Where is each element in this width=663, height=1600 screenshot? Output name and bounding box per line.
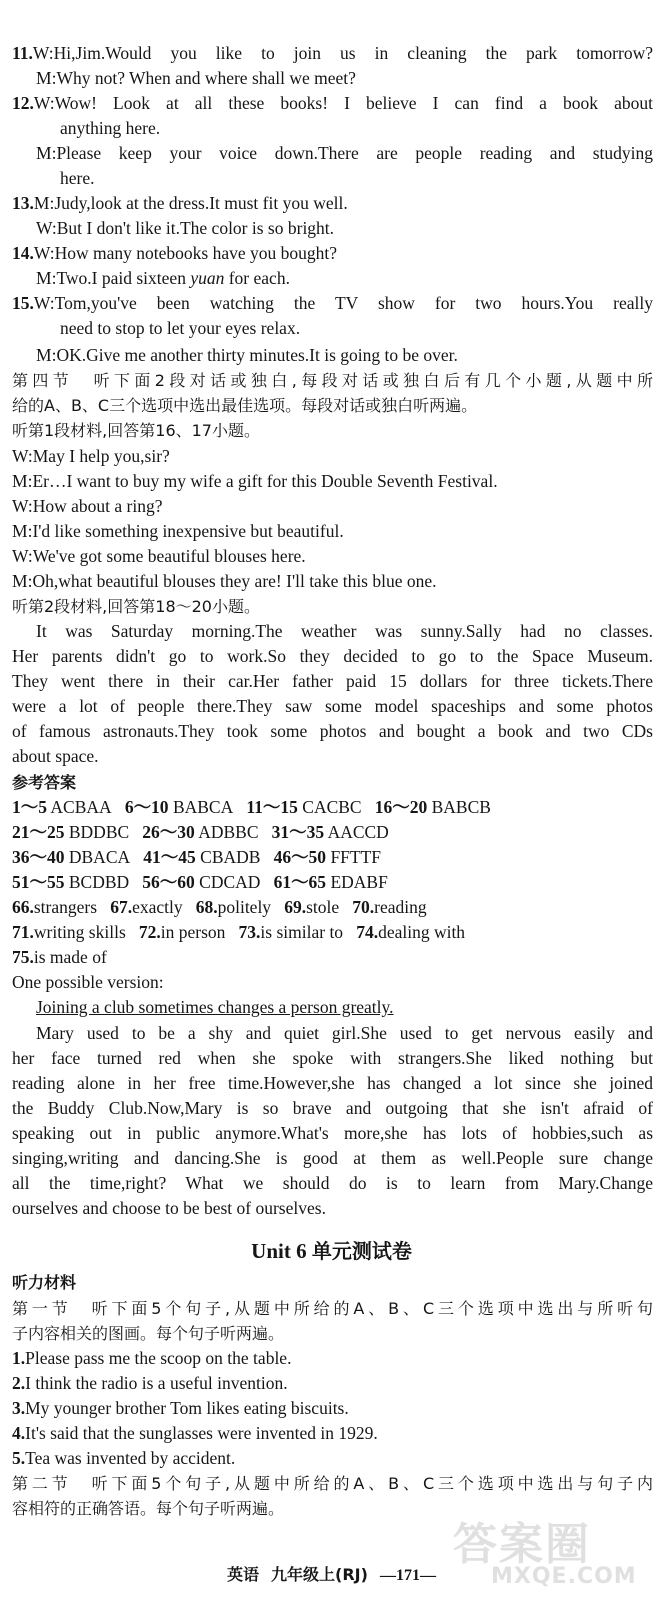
dialogue-line-continuation: anything here. [60,118,161,138]
passage-line: They went there in their car.Her father paid 15 dollars for three tickets.There [12,671,653,691]
dialogue-line-continuation: need to stop to let your eyes relax. [60,318,301,338]
answer-row: 75.is made of [12,947,107,967]
sentence-item: 4.It's said that the sunglasses were invented in 1929. [12,1423,378,1443]
dialogue-line: M:Please keep your voice down.There are people reading and studying [36,143,653,163]
dialogue-line: 11.W:Hi,Jim.Would you like to join us in cleaning the park tomorrow? [12,43,653,63]
passage-line: were a lot of people there.They saw some model spaceships and some photos [12,696,653,716]
essay-line: all the time,right? What we should do is to learn from Mary.Change [12,1173,653,1193]
essay-line: speaking out in public anymore.What's more,she has lots of hobbies,such as [12,1123,653,1143]
passage-line: of famous astronauts.They took some photos and bought a book and two CDs [12,721,653,741]
section1-instruction: 子内容相关的图画。每个句子听两遍。 [12,1324,285,1343]
passage-line: Her parents didn't go to work.So they decided to go to the Space Museum. [12,646,653,666]
watermark-text: 答案圈 [453,1519,591,1570]
section2-instruction: 第二节 听下面5个句子,从题中所给的A、B、C三个选项中选出与句子内 [12,1474,653,1493]
answer-row: 71.writing skills 72.in person 73.is similar to 74.dealing with [12,922,466,942]
dialogue-line: 14.W:How many notebooks have you bought? [12,243,338,263]
essay-line: ourselves and choose to be best of ourselves. [12,1198,326,1218]
sentence-item: 2.I think the radio is a useful invention. [12,1373,288,1393]
answer-row: 21～25 BDDBC 26～30 ADBBC 31～35 AACCD [12,822,389,842]
essay-line: the Buddy Club.Now,Mary is so brave and outgoing that she isn't afraid of [12,1098,653,1118]
sentence-item: 1.Please pass me the scoop on the table. [12,1348,292,1368]
essay-intro: One possible version: [12,972,164,992]
answer-row: 36～40 DBACA 41～45 CBADB 46～50 FFTTF [12,847,382,867]
dialogue-line: 15.W:Tom,you've been watching the TV show for two hours.You really [12,293,653,313]
essay-line: singing,writing and dancing.She is good at them as well.People sure change [12,1148,653,1168]
section4-instruction: 给的A、B、C三个选项中选出最佳选项。每段对话或独白听两遍。 [12,396,478,415]
material1-heading: 听第1段材料,回答第16、17小题。 [12,421,260,440]
essay-line: reading alone in her free time.However,she has changed a lot since she joined [12,1073,653,1093]
answers-heading: 参考答案 [12,773,77,792]
dialogue-line: W:May I help you,sir? [12,446,170,466]
dialogue-line: M:Oh,what beautiful blouses they are! I'll take this blue one. [12,571,437,591]
section2-instruction: 容相符的正确答语。每个句子听两遍。 [12,1499,285,1518]
watermark-logo [453,1508,653,1594]
watermark-domain: MXQE.COM [491,1564,637,1589]
page-number: —171— [379,1567,436,1584]
material2-heading: 听第2段材料,回答第18～20小题。 [12,597,260,616]
unit-title: Unit 6 单元测试卷 [251,1239,412,1263]
answer-row: 1～5 ACBAA 6～10 BABCA 11～15 CACBC 16～20 BABCB [12,797,491,817]
essay-line: her face turned red when she spoke with strangers.She liked nothing but [12,1048,653,1068]
dialogue-line: M:I'd like something inexpensive but beautiful. [12,521,344,541]
section4-instruction: 第四节 听下面2段对话或独白,每段对话或独白后有几个小题,从题中所 [12,371,653,390]
footer-grade: 九年级上(RJ) [271,1565,368,1584]
listening-heading: 听力材料 [12,1273,77,1292]
footer-subject: 英语 [227,1565,260,1584]
essay-title: Joining a club sometimes changes a person greatly. [36,997,394,1017]
sentence-item: 3.My younger brother Tom likes eating biscuits. [12,1398,349,1418]
answer-row: 66.strangers 67.exactly 68.politely 69.stole 70.reading [12,897,427,917]
dialogue-line: M:Er…I want to buy my wife a gift for this Double Seventh Festival. [12,471,498,491]
sentence-item: 5.Tea was invented by accident. [12,1448,236,1468]
dialogue-line: M:Why not? When and where shall we meet? [36,68,356,88]
essay-line: Mary used to be a shy and quiet girl.She used to get nervous easily and [36,1023,653,1043]
dialogue-line: W:How about a ring? [12,496,163,516]
dialogue-line-continuation: here. [60,168,95,188]
dialogue-line: M:OK.Give me another thirty minutes.It is going to be over. [36,345,458,365]
passage-line: about space. [12,746,99,766]
dialogue-line: 12.W:Wow! Look at all these books! I believe I can find a book about [12,93,653,113]
answer-row: 51～55 BCDBD 56～60 CDCAD 61～65 EDABF [12,872,388,892]
dialogue-line: 13.M:Judy,look at the dress.It must fit you well. [12,193,348,213]
section1-instruction: 第一节 听下面5个句子,从题中所给的A、B、C三个选项中选出与所听句 [12,1299,653,1318]
passage-line: It was Saturday morning.The weather was sunny.Sally had no classes. [36,621,653,641]
dialogue-line: W:We've got some beautiful blouses here. [12,546,306,566]
dialogue-line: M:Two.I paid sixteen yuan for each. [36,268,290,288]
dialogue-line: W:But I don't like it.The color is so bright. [36,218,335,238]
